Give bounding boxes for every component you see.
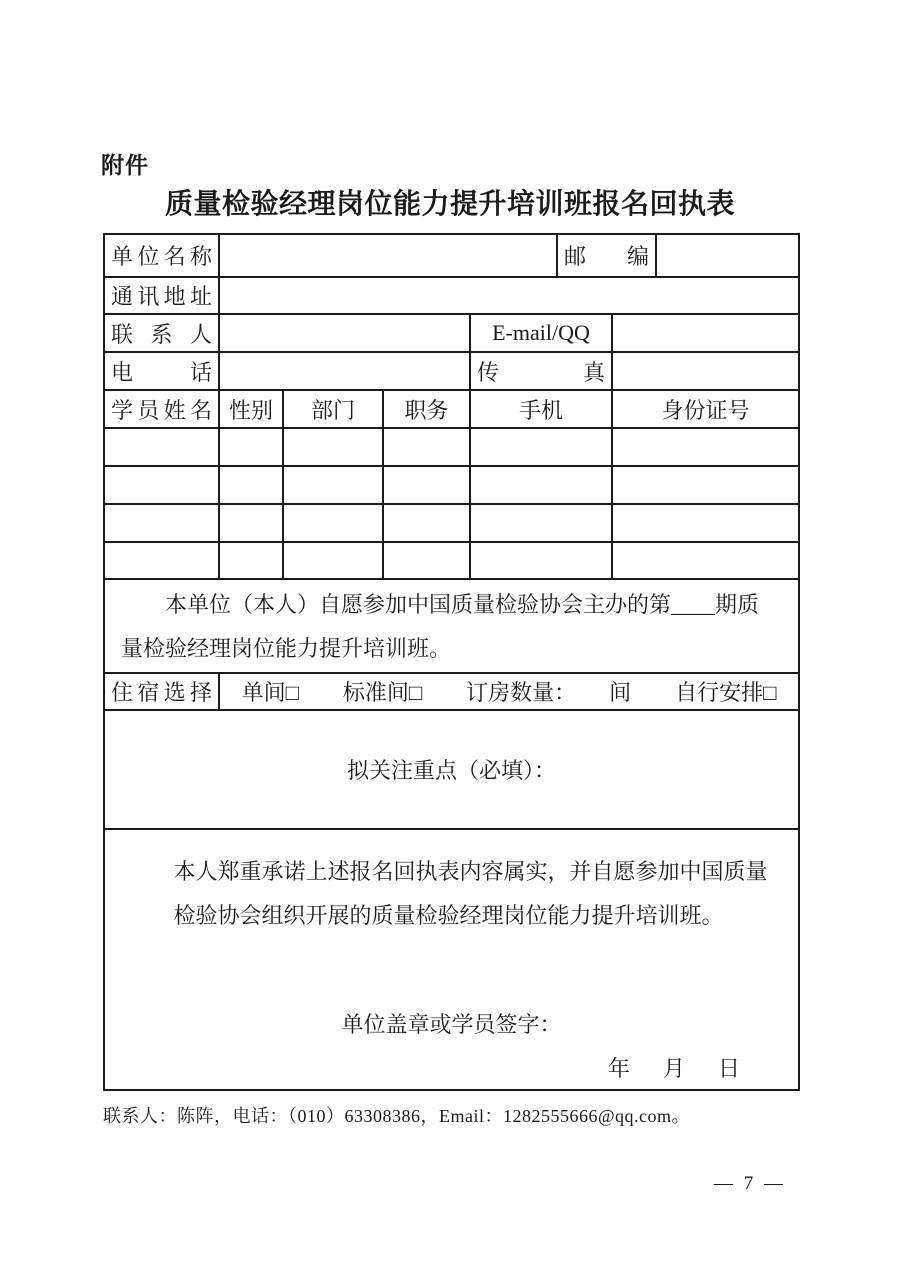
unit-name-value-cell bbox=[219, 234, 557, 277]
email-qq-label: E-mail/QQ bbox=[470, 314, 612, 352]
row-address bbox=[104, 277, 799, 314]
gender-header: 性别 bbox=[219, 390, 283, 428]
accommodation-label: 住宿选择 bbox=[104, 673, 219, 710]
empty-cell bbox=[219, 428, 283, 466]
email-qq-value-cell bbox=[612, 314, 799, 352]
postal-code-value-cell bbox=[656, 234, 799, 277]
participation-statement-cell bbox=[104, 579, 799, 673]
row-phone bbox=[104, 352, 799, 390]
position-header: 职务 bbox=[383, 390, 470, 428]
phone-label: 电话 bbox=[104, 352, 219, 390]
footer-contact: 联系人：陈阵，电话：（010）63308386，Email：1282555666@qq.com。 bbox=[103, 1106, 691, 1126]
fax-value-cell bbox=[612, 352, 799, 390]
empty-cell bbox=[470, 466, 612, 504]
student-name-header: 学员姓名 bbox=[104, 390, 219, 428]
department-header: 部门 bbox=[283, 390, 383, 428]
date-line: 年 月 日 bbox=[608, 1055, 741, 1081]
pledge-row bbox=[104, 829, 799, 1090]
fax-label: 传真 bbox=[470, 352, 612, 390]
mobile-header: 手机 bbox=[470, 390, 612, 428]
empty-cell bbox=[612, 428, 799, 466]
phone-value-cell bbox=[219, 352, 470, 390]
empty-cell bbox=[104, 542, 219, 579]
empty-cell bbox=[283, 428, 383, 466]
address-value-cell bbox=[219, 277, 799, 314]
id-number-header: 身份证号 bbox=[612, 390, 799, 428]
empty-cell bbox=[612, 466, 799, 504]
focus-label: 拟关注重点（必填）： bbox=[347, 758, 557, 783]
pledge-statement: 本人郑重承诺上述报名回执表内容属实，并自愿参加中国质量检验协会组织开展的质量检验经理岗位能力提升培训班。 bbox=[173, 858, 768, 928]
accommodation-options: 单间□ 标准间□ 订房数量： 间 自行安排□ bbox=[219, 673, 799, 710]
focus-field-cell bbox=[104, 710, 799, 829]
unit-name-label: 单位名称 bbox=[104, 234, 219, 277]
empty-cell bbox=[612, 542, 799, 579]
participation-statement-row bbox=[104, 579, 799, 673]
empty-cell bbox=[470, 428, 612, 466]
empty-cell bbox=[219, 504, 283, 542]
empty-cell bbox=[104, 466, 219, 504]
address-label: 通讯地址 bbox=[104, 277, 219, 314]
registration-form-table bbox=[103, 233, 800, 1091]
accommodation-row bbox=[104, 673, 799, 710]
row-contact-person bbox=[104, 314, 799, 352]
row-unit-name bbox=[104, 234, 799, 277]
empty-cell bbox=[219, 542, 283, 579]
contact-person-label: 联系人 bbox=[104, 314, 219, 352]
student-empty-row bbox=[104, 466, 799, 504]
postal-code-label: 邮编 bbox=[557, 234, 656, 277]
student-empty-row bbox=[104, 504, 799, 542]
empty-cell bbox=[470, 504, 612, 542]
student-header-row bbox=[104, 390, 799, 428]
focus-row bbox=[104, 710, 799, 829]
signature-label: 单位盖章或学员签字： bbox=[341, 1011, 562, 1037]
empty-cell bbox=[283, 466, 383, 504]
empty-cell bbox=[383, 504, 470, 542]
empty-cell bbox=[283, 504, 383, 542]
attachment-label: 附件 bbox=[101, 152, 149, 178]
participation-statement: 本单位（本人）自愿参加中国质量检验协会主办的第____期质量检验经理岗位能力提升培训班。 bbox=[121, 592, 760, 661]
empty-cell bbox=[283, 542, 383, 579]
empty-cell bbox=[104, 504, 219, 542]
empty-cell bbox=[104, 428, 219, 466]
student-empty-row bbox=[104, 542, 799, 579]
student-empty-row bbox=[104, 428, 799, 466]
page-title: 质量检验经理岗位能力提升培训班报名回执表 bbox=[164, 189, 735, 220]
pledge-cell bbox=[104, 829, 799, 1090]
empty-cell bbox=[612, 504, 799, 542]
empty-cell bbox=[383, 542, 470, 579]
contact-person-value-cell bbox=[219, 314, 470, 352]
empty-cell bbox=[383, 428, 470, 466]
empty-cell bbox=[383, 466, 470, 504]
empty-cell bbox=[219, 466, 283, 504]
page-number: — 7 — bbox=[714, 1173, 786, 1194]
empty-cell bbox=[470, 542, 612, 579]
